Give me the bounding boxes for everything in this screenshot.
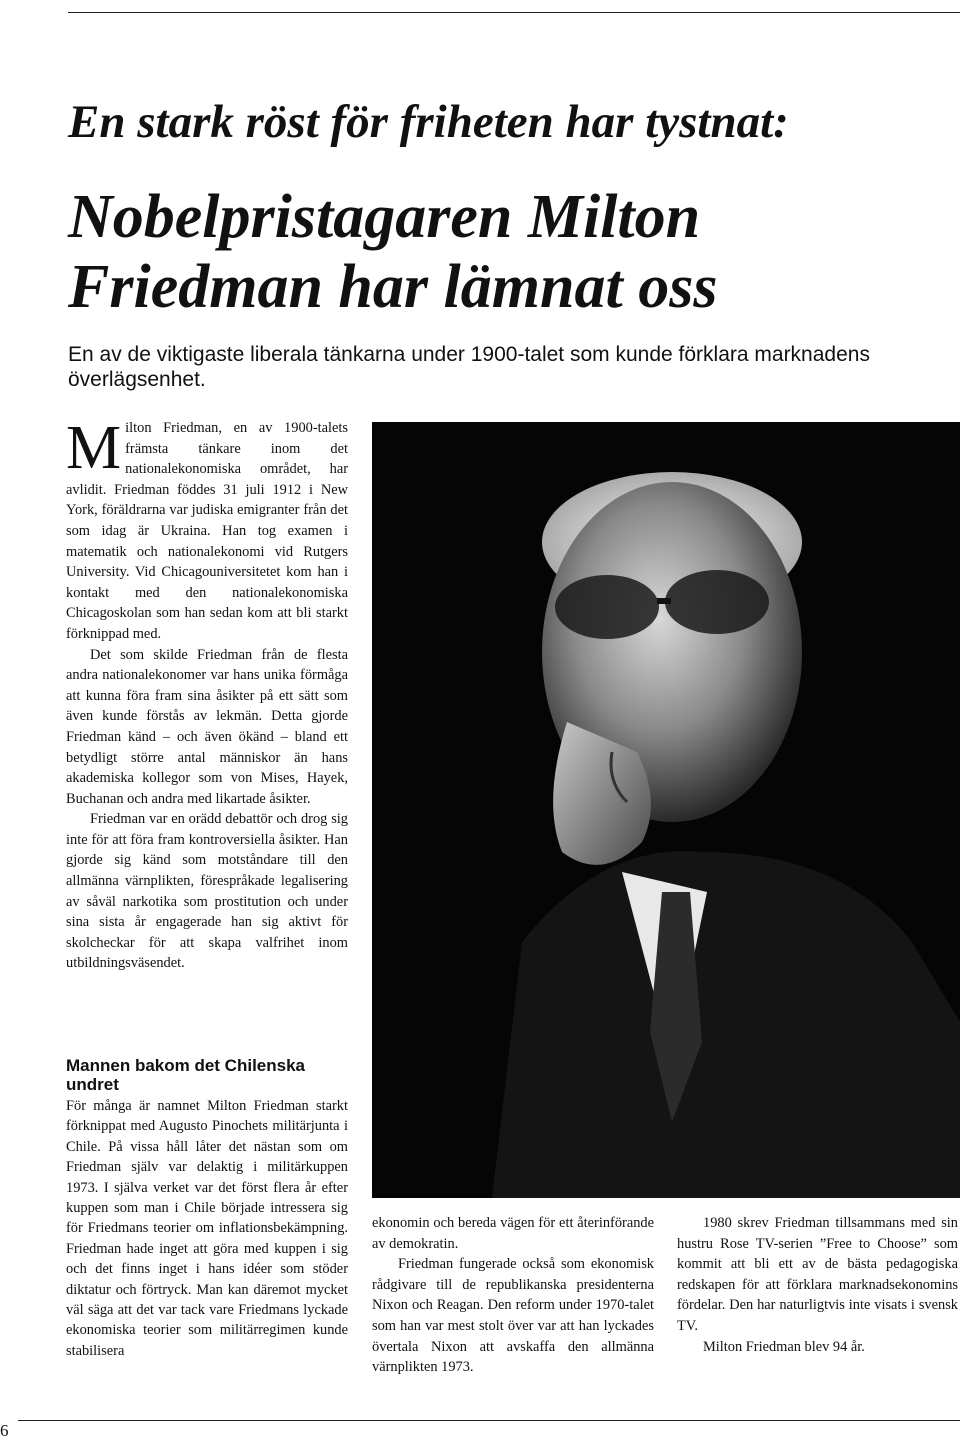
paragraph-4-continued: ekonomin och bereda vägen för ett återinförande av demokratin.: [372, 1215, 654, 1252]
kicker: En stark röst för friheten har tystnat:: [68, 96, 789, 148]
column-3: [677, 1213, 958, 1357]
paragraph-3: Friedman var en orädd debattör och drog sig inte för att föra fram kontroversiella åsikter. Han gjorde sig känd som motståndare till den allmänna värnplikten, förespråkade legalisering av såväl narkotika som prostitution och under sina sista år engagerade han sig aktivt för skolcheckar för att skapa valfrihet inom utbildningsväsendet.: [66, 811, 348, 972]
top-rule: [68, 12, 960, 13]
portrait-photo: [372, 422, 960, 1198]
column-2: [372, 1213, 654, 1378]
drop-cap: M: [66, 414, 122, 482]
headline: Nobelpristagaren Milton Friedman har lämnat oss: [68, 183, 718, 321]
paragraph-1: [66, 414, 348, 645]
paragraph-5: Friedman fungerade också som ekonomisk rådgivare till de republikanska presidenterna Nixon och Reagan. Den reform under 1970-talet som han var mest stolt över var att han lyckades övertala Nixon att avskaffa den allmänna värnplikten 1973.: [372, 1256, 654, 1376]
portrait-illustration: [372, 422, 960, 1198]
paragraph-1-text: ilton Friedman, en av 1900-talets främsta tänkare inom det nationalekonomiska området, har avlidit. Friedman föddes 31 juli 1912 i New York, föräldrarna var judiska emigranter från det som idag är Ukraina. Han tog examen i matematik och nationalekonomi vid Rutgers University. Vid Chicagouniversitetet kom han i kontakt med den nationalekonomiska Chicagoskolan som han sedan kom att bli starkt förknippad med.: [66, 420, 348, 642]
paragraph-2: Det som skilde Friedman från de flesta andra nationalekonomer var hans unika förmåga att kunna föra fram sina åsikter på ett sätt som även kunde förstås av lekmän. Detta gjorde Friedman känd – och även ökänd – bland ett betydligt större antal människor än hans akademiska kollegor som von Mises, Hayek, Buchanan och andra med likartade åsikter.: [66, 646, 348, 807]
subheading: Mannen bakom det Chilenska undret: [66, 1056, 305, 1094]
paragraph-7: Milton Friedman blev 94 år.: [703, 1338, 865, 1355]
paragraph-6: 1980 skrev Friedman tillsammans med sin hustru Rose TV-serien ”Free to Choose” som kommit att bli ett av de bästa pedagogiska redskapen för att förklara marknadsekonomins fördelar. Den har naturligtvis inte visats i svensk TV.: [677, 1215, 958, 1334]
page-number: 6: [0, 1421, 9, 1440]
paragraph-4: För många är namnet Milton Friedman starkt förknippat med Augusto Pinochets militärjunta i Chile. På vissa håll låter det nästan som om Friedman själv var delaktig i militärkuppen 1973. I själva verket var det först flera år efter kuppen som man i Chile började intressera sig för Friedmans teorier om inflationsbekämpning. Friedman hade inget att göra med kuppen i sig och det finns inget i hans idéer som stöder diktatur och förtryck. Man kan däremot mycket väl säga att det var tack vare Friedmans lyckade ekonomiska teorier som militärregimen kunde stabilisera: [66, 1098, 348, 1359]
deck: En av de viktigaste liberala tänkarna under 1900-talet som kunde förklara marknadens överlägsenhet.: [68, 343, 870, 391]
column-1-lower: [66, 1096, 348, 1361]
bottom-rule: [18, 1420, 960, 1421]
column-1: [66, 414, 348, 974]
